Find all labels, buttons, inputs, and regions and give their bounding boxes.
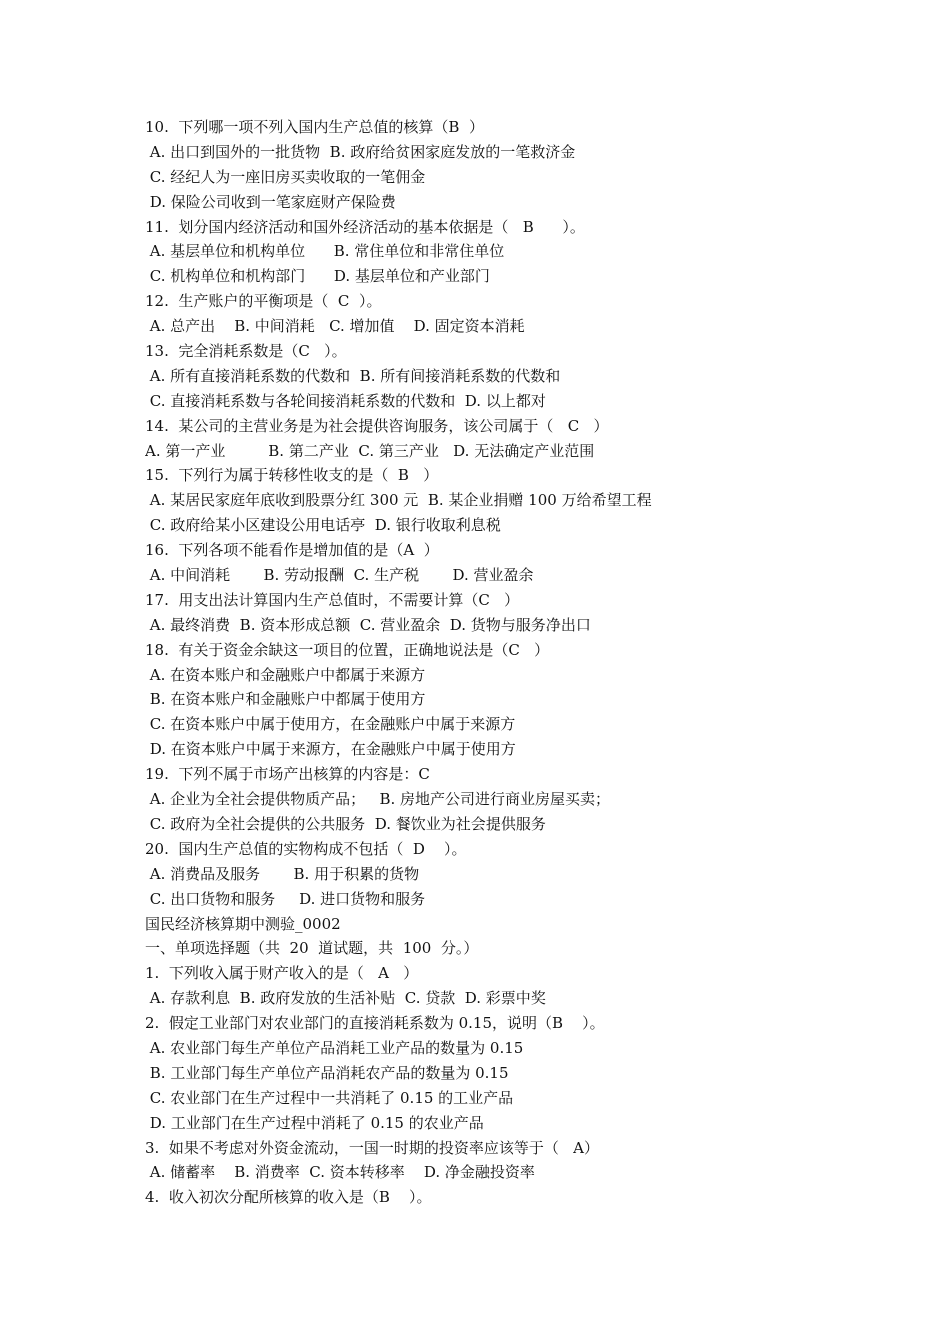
q2-option-a: A. 农业部门每生产单位产品消耗工业产品的数量为 0.15 — [145, 1038, 524, 1057]
q15-options-ab: A. 某居民家庭年底收到股票分红 300 元 B. 某企业捐赠 100 万给希望工程 — [145, 491, 652, 510]
question-19: 19. 下列不属于市场产出核算的内容是：C — [145, 765, 430, 784]
question-12: 12. 生产账户的平衡项是（ C ）。 — [145, 292, 382, 311]
q12-options: A. 总产出 B. 中间消耗 C. 增加值 D. 固定资本消耗 — [145, 317, 525, 336]
q11-options-ab: A. 基层单位和机构单位 B. 常住单位和非常住单位 — [145, 242, 505, 261]
q3-options: A. 储蓄率 B. 消费率 C. 资本转移率 D. 净金融投资率 — [145, 1163, 535, 1182]
question-16: 16. 下列各项不能看作是增加值的是（A ） — [145, 541, 439, 560]
q10-options-ab: A. 出口到国外的一批货物 B. 政府给贫困家庭发放的一笔救济金 — [145, 142, 576, 161]
q10-option-d: D. 保险公司收到一笔家庭财产保险费 — [145, 192, 396, 211]
q15-options-cd: C. 政府给某小区建设公用电话亭 D. 银行收取利息税 — [145, 516, 501, 535]
q17-options: A. 最终消费 B. 资本形成总额 C. 营业盈余 D. 货物与服务净出口 — [145, 615, 591, 634]
q19-options-ab: A. 企业为全社会提供物质产品； B. 房地产公司进行商业房屋买卖； — [145, 790, 611, 809]
q19-options-cd: C. 政府为全社会提供的公共服务 D. 餐饮业为社会提供服务 — [145, 814, 546, 833]
question-3: 3. 如果不考虑对外资金流动，一国一时期的投资率应该等于（ A） — [145, 1138, 599, 1157]
q11-options-cd: C. 机构单位和机构部门 D. 基层单位和产业部门 — [145, 267, 490, 286]
q2-option-d: D. 工业部门在生产过程中消耗了 0.15 的农业产品 — [145, 1113, 484, 1132]
q10-option-c: C. 经纪人为一座旧房买卖收取的一笔佣金 — [145, 167, 426, 186]
question-11: 11. 划分国内经济活动和国外经济活动的基本依据是（ B ）。 — [145, 217, 585, 236]
question-17: 17. 用支出法计算国内生产总值时，不需要计算（C ） — [145, 590, 520, 609]
question-4: 4. 收入初次分配所核算的收入是（B ）。 — [145, 1188, 432, 1207]
question-10: 10. 下列哪一项不列入国内生产总值的核算（B ） — [145, 118, 484, 136]
question-18: 18. 有关于资金余缺这一项目的位置，正确地说法是（C ） — [145, 640, 550, 659]
q2-option-c: C. 农业部门在生产过程中一共消耗了 0.15 的工业产品 — [145, 1088, 514, 1107]
q13-options-ab: A. 所有直接消耗系数的代数和 B. 所有间接消耗系数的代数和 — [145, 366, 561, 385]
question-15: 15. 下列行为属于转移性收支的是（ B ） — [145, 466, 439, 485]
q16-options: A. 中间消耗 B. 劳动报酬 C. 生产税 D. 营业盈余 — [145, 566, 534, 585]
question-14: 14. 某公司的主营业务是为社会提供咨询服务，该公司属于（ C ） — [145, 416, 609, 435]
q18-option-d: D. 在资本账户中属于来源方，在金融账户中属于使用方 — [145, 740, 516, 759]
test-title: 国民经济核算期中测验_0002 — [145, 914, 341, 933]
q20-options-cd: C. 出口货物和服务 D. 进口货物和服务 — [145, 889, 426, 908]
q20-options-ab: A. 消费品及服务 B. 用于积累的货物 — [145, 864, 420, 883]
q14-options: A. 第一产业 B. 第二产业 C. 第三产业 D. 无法确定产业范围 — [145, 441, 595, 460]
q18-option-a: A. 在资本账户和金融账户中都属于来源方 — [145, 665, 426, 684]
section-heading: 一、单项选择题（共 20 道试题，共 100 分。） — [145, 939, 479, 958]
question-1: 1. 下列收入属于财产收入的是（ A ） — [145, 964, 419, 983]
question-13: 13. 完全消耗系数是（C ）。 — [145, 342, 347, 361]
q13-options-cd: C. 直接消耗系数与各轮间接消耗系数的代数和 D. 以上都对 — [145, 391, 546, 410]
q18-option-b: B. 在资本账户和金融账户中都属于使用方 — [145, 690, 426, 709]
question-20: 20. 国内生产总值的实物构成不包括（ D ）。 — [145, 839, 467, 858]
q2-option-b: B. 工业部门每生产单位产品消耗农产品的数量为 0.15 — [145, 1063, 509, 1082]
q18-option-c: C. 在资本账户中属于使用方，在金融账户中属于来源方 — [145, 715, 516, 734]
document-text-body — [145, 115, 845, 1210]
question-2: 2. 假定工业部门对农业部门的直接消耗系数为 0.15，说明（B ）。 — [145, 1014, 605, 1033]
q1-options: A. 存款利息 B. 政府发放的生活补贴 C. 贷款 D. 彩票中奖 — [145, 989, 546, 1008]
